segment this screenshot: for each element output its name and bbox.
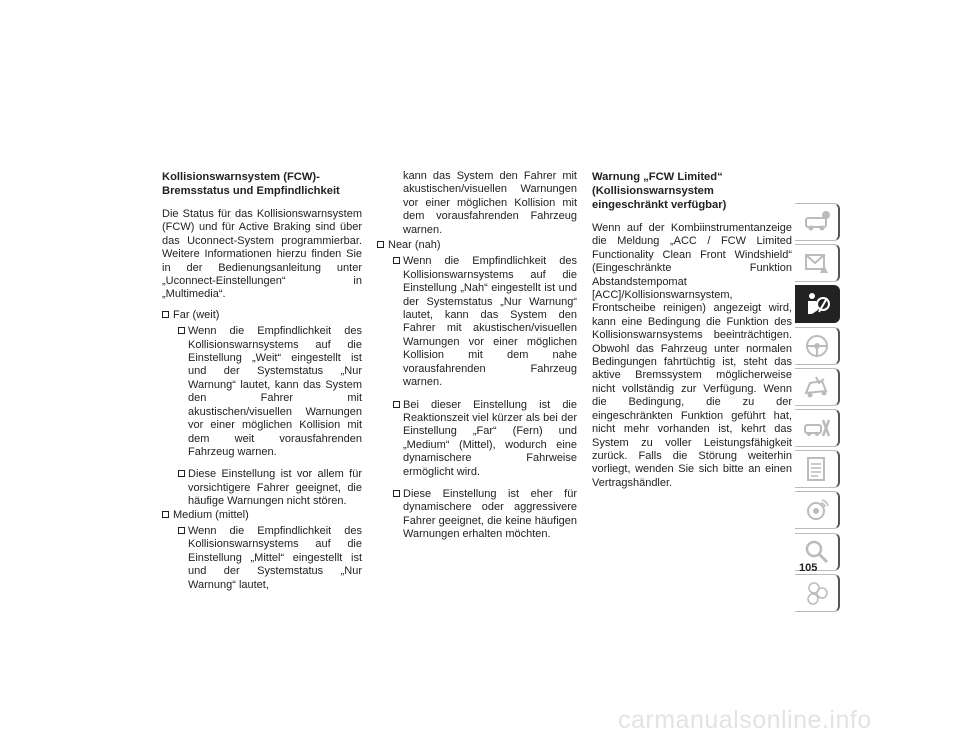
fcw-limited-paragraph: Wenn auf der Kombiinstrumentanzeige die Meldung „ACC / FCW Limited Functionality Clean Front Windshield“ (Eingeschränkte Funktion Abstandstempomat [ACC]/Kollisionswarnsystem, Frontscheibe reinigen) angezeigt wird, kann eine Bedingung die Funktion des Kollisionswarnsystems beeinträchtigen. Obwohl das Fahrzeug unter normalen Bedingungen fahrtüchtig ist, steht das aktive Bremssystem möglicherweise nicht vollständig zur Verfügung. Wenn die Bedingung, die zu der eingeschränkten Funktion geführt hat, nicht mehr vorhanden ist, kehrt das System zu voller Leistungsfähigkeit zurück. Falls die Störung weiterhin vorliegt, wenden Sie sich bitte an einen Vertragshändler. xyxy=(592,222,792,489)
tab-driving[interactable] xyxy=(795,327,840,365)
chapter-tab-strip xyxy=(795,203,840,615)
bullet-square-icon xyxy=(178,327,185,334)
far-sub-text-1: Wenn die Empfindlichkeit des Kollisionswarnsystems auf die Einstellung „Weit“ eingestellt ist und der Systemstatus „Nur Warnung“ lautet, kann das System den Fahrer mit akustischen/visuellen Warnungen vor einer möglichen Kollision mit dem weit vorausfahrenden Fahrzeug warnen. xyxy=(188,325,362,458)
medium-cont-text: kann das System den Fahrer mit akustischen/visuellen Warnungen vor einer möglichen Kollision mit dem vorausfahrenden Fahrzeug warnen. xyxy=(403,170,577,236)
tab-dashboard[interactable] xyxy=(795,244,840,282)
list-item-near xyxy=(377,239,577,252)
near-label: Near (nah) xyxy=(388,239,441,252)
bullet-square-icon xyxy=(393,257,400,264)
list-item-medium xyxy=(162,509,362,522)
column-1 xyxy=(162,170,362,601)
sub-item xyxy=(377,255,577,389)
sub-item xyxy=(162,325,362,459)
specs-list-icon xyxy=(802,455,832,483)
sub-item xyxy=(377,488,577,542)
airbag-safety-icon xyxy=(802,290,832,318)
tab-multimedia[interactable] xyxy=(795,491,840,529)
multimedia-icon xyxy=(802,496,832,524)
car-service-icon xyxy=(802,414,832,442)
bullet-square-icon xyxy=(162,511,169,518)
tab-languages[interactable] xyxy=(795,574,840,612)
bullet-square-icon xyxy=(178,470,185,477)
dashboard-warning-icon xyxy=(802,249,832,277)
tab-service[interactable] xyxy=(795,409,840,447)
sub-item xyxy=(162,468,362,508)
intro-paragraph: Die Status für das Kollisionswarnsystem (FCW) und für Active Braking sind über das Uconnect-System programmierbar. Weitere Informationen hierzu finden Sie in der Bedienungsanleitung unter „Uconnect-Einstellungen“ in „Multimedia“. xyxy=(162,208,362,301)
section-heading-fcw-status: Kollisionswarnsystem (FCW)-Bremsstatus und Empfindlichkeit xyxy=(162,171,340,197)
car-info-icon xyxy=(802,208,832,236)
tab-car-info[interactable] xyxy=(795,203,840,241)
languages-icon xyxy=(802,579,832,607)
sub-item xyxy=(162,525,362,592)
far-sub-text-2: Diese Einstellung ist vor allem für vorsichtigere Fahrer geeignet, die häufige Warnungen nicht stören. xyxy=(188,468,362,508)
medium-label: Medium (mittel) xyxy=(173,508,249,521)
column-2 xyxy=(377,170,577,551)
bullet-square-icon xyxy=(393,401,400,408)
tab-emergency[interactable] xyxy=(795,368,840,406)
crash-icon xyxy=(802,373,832,401)
continued-text xyxy=(377,170,577,237)
page-number: 105 xyxy=(799,562,818,574)
near-sub-text-3: Diese Einstellung ist eher für dynamischere oder aggressivere Fahrer geeignet, die keine häufigen Warnungen erhalten möchten. xyxy=(403,487,577,541)
medium-sub-text-1: Wenn die Empfindlichkeit des Kollisionswarnsystems auf die Einstellung „Mittel“ eingestellt ist und der Systemstatus „Nur Warnung“ lautet, xyxy=(188,524,362,591)
bullet-square-icon xyxy=(178,527,185,534)
near-sub-text-2: Bei dieser Einstellung ist die Reaktionszeit viel kürzer als bei der Einstellung „Far“ (Fern) und „Medium“ (Mittel), wodurch eine dynamischere Fahrweise ermöglicht wird. xyxy=(403,398,577,478)
tab-specs[interactable] xyxy=(795,450,840,488)
column-3 xyxy=(592,170,792,497)
bullet-square-icon xyxy=(162,311,169,318)
far-label: Far (weit) xyxy=(173,308,220,321)
tab-safety[interactable] xyxy=(795,285,840,323)
watermark: carmanualsonline.info xyxy=(618,706,872,734)
list-item-far xyxy=(162,309,362,322)
section-heading-fcw-limited: Warnung „FCW Limited“ (Kollisionswarnsystem eingeschränkt verfügbar) xyxy=(592,171,727,211)
steering-wheel-icon xyxy=(802,332,832,360)
sub-item xyxy=(377,399,577,479)
near-sub-text-1: Wenn die Empfindlichkeit des Kollisionswarnsystems auf die Einstellung „Nah“ eingestellt ist und der Systemstatus „Nur Warnung“ lautet, kann das System den Fahrer mit akustischen/visuellen Warnungen vor einer möglichen Kollision mit dem nahe vorausfahrenden Fahrzeug warnen. xyxy=(403,255,577,389)
bullet-square-icon xyxy=(393,490,400,497)
bullet-square-icon xyxy=(377,241,384,248)
